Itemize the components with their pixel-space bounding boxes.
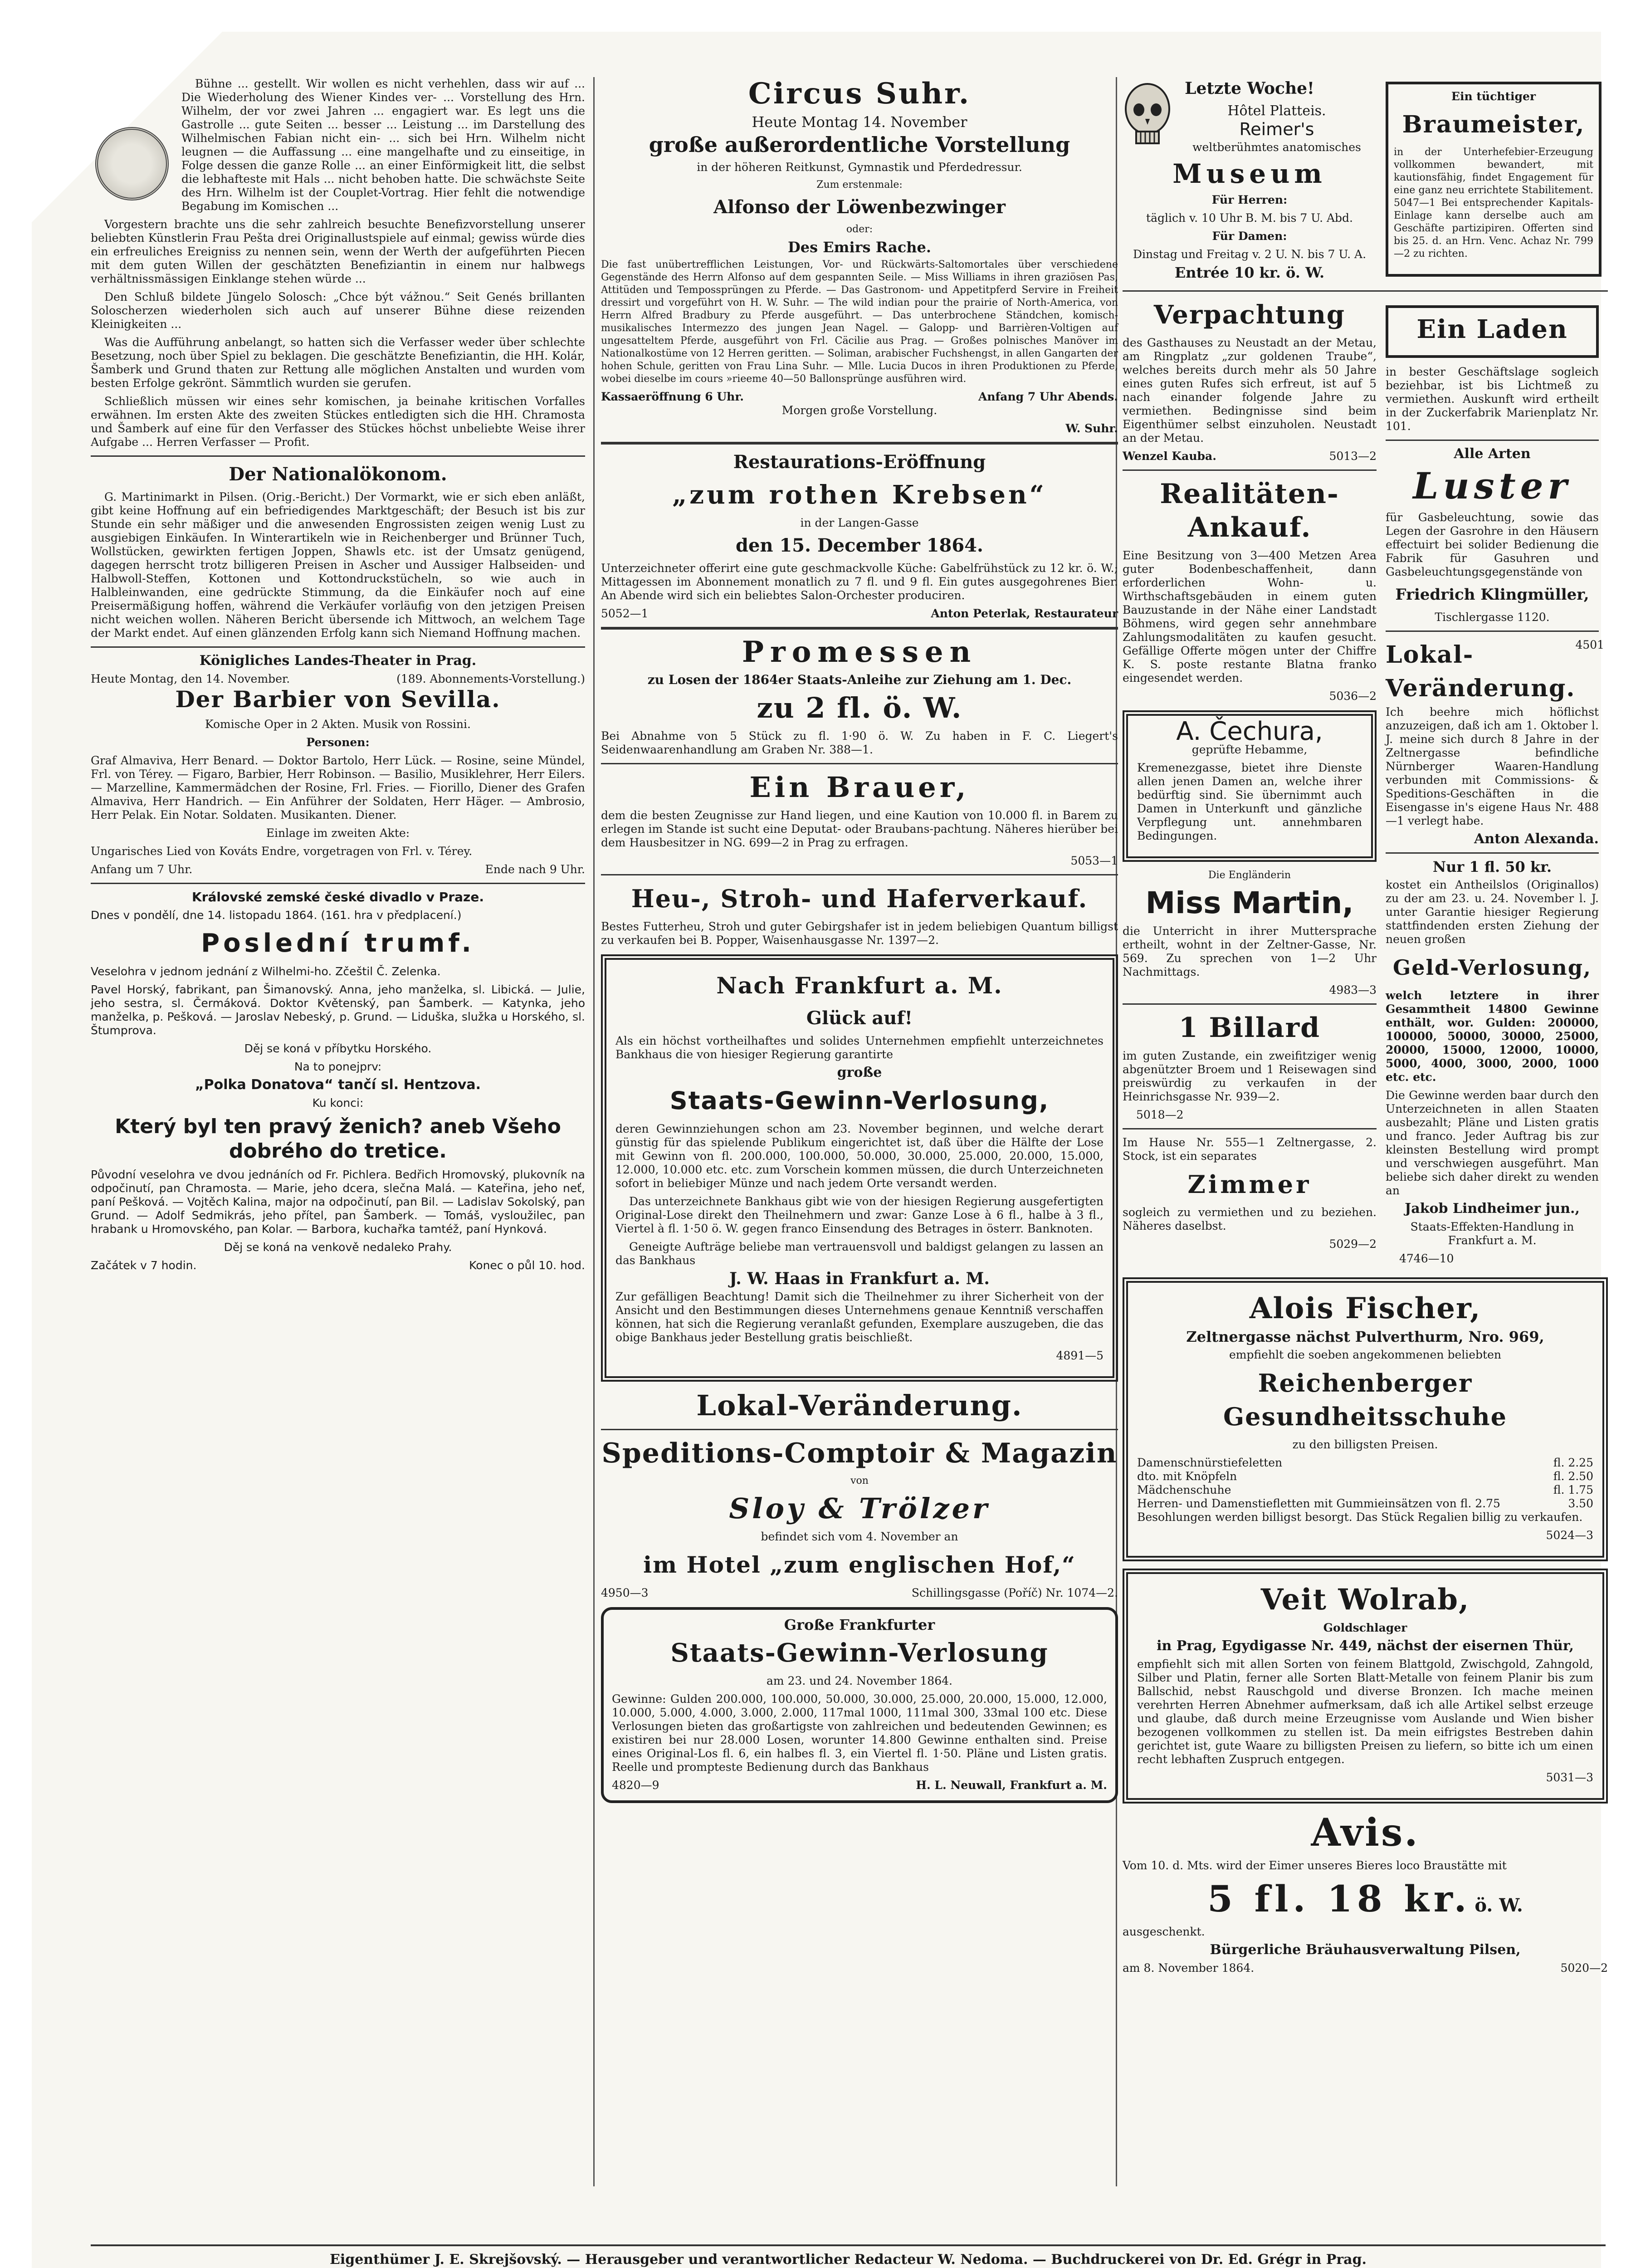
wolrab-heading: Veit Wolrab, [1260, 1583, 1470, 1617]
restaurant-sign-row [601, 607, 1118, 621]
promessen-text: Bei Abnahme von 5 Stück zu fl. 1·90 ö. W. Zu haben in F. C. Liegert's Seidenwaarenhandlung am Graben Nr. 388—1. [601, 729, 1118, 756]
czech-title-2: Který byl ten pravý ženich? aneb Všeho dobrého do tretice. [115, 1115, 561, 1163]
section-heading: Der Nationalökonom. [229, 464, 447, 485]
laden-heading: Ein Laden [1416, 314, 1568, 344]
fischer-addr: Zeltnergasse nächst Pulverthurm, Nro. 969, [1186, 1328, 1544, 1345]
column-middle [601, 77, 1118, 1810]
czech-scene: Děj se koná v příbytku Horského. [244, 1042, 432, 1055]
circus-date: Heute Montag 14. November [752, 113, 967, 131]
braumeister-ad [1386, 82, 1602, 277]
fischer-heading: Alois Fischer, [1249, 1291, 1481, 1325]
luster-sub: Alle Arten [1454, 446, 1531, 462]
czech-start: Začátek v 7 hodin. [91, 1259, 197, 1272]
avis-date: am 8. November 1864. [1123, 1961, 1255, 1975]
frankfurt-sign: J. W. Haas in Frankfurt a. M. [729, 1269, 990, 1288]
location-title: Speditions-Comptoir & Magazin [601, 1437, 1118, 1469]
review-paragraph: Was die Aufführung anbelangt, so hatten sich die Verfasser weder über schlechte Besetzung, noch über Spiel zu beklagen. Die geschätzte Benefiziantin, die HH. Kolár, Šamberk und Grund thaten zur Rettung alle möglichen Anstalten und wurden vom besten Erfolge gekrönt. Sämmtlich wurden sie gerufen. [91, 336, 585, 390]
frankfurt-text: deren Gewinnziehungen schon am 23. November beginnen, und welche derart günstig für das spielende Publikum eingerichtet ist, daß über die Hälfte der Lose mit Gewinn von fl. 200.000, 100.000, 50.000, 30.000, 25.000, 20.000, 15.000, 12.000, 10.000 etc. etc. zum Vorschein kommen müssen, die durch Unterzeichneten sofort in beliebiger Münze und nach jedem Orte versandt werden. [615, 1122, 1104, 1190]
pacht-text: des Gasthauses zu Neustadt an der Metau, am Ringplatz „zur goldenen Traube“, welches bereits durch mehr als 50 Jahre eines guten Rufes sich erfreut, ist auf 5 nach einander folgende Jahre zu vermiethen. Bedingnisse sind beim Eigenthümer selbst einzuholen. Neustadt an der Metau. [1123, 336, 1377, 445]
zimmer-heading: Zimmer [1187, 1170, 1312, 1199]
pacht-sign: Wenzel Kauba. [1123, 450, 1216, 463]
braumeister-text: in der Unterhefebier-Erzeugung vollkommen bewandert, mit kautionsfähig, findet Engagement für eine ganz neu errichtete Stabilitement. 5047—1 Bei entsprechender Kapitals-Einlage kann derselbe auch am Geschäfte partizipiren. Offerten sind bis 25. d. an Hrn. Venc. Achaz Nr. 799—2 zu richten. [1394, 147, 1593, 259]
frankfurt-intro: Als ein höchst vortheilhaftes und solides Unternehmen empfiehlt unterzeichnetes Bankhaus die von hiesiger Regierung garantirte [615, 1034, 1104, 1061]
circus-start: Anfang 7 Uhr Abends. [978, 390, 1118, 403]
grand-lottery-date: am 23. und 24. November 1864. [767, 1674, 952, 1687]
laden-text: in bester Geschäftslage sogleich beziehbar, ist bis Lichtmeß zu vermiethen. Auskunft wird ertheilt in der Zuckerfabrik Marienplatz Nr. 101. [1386, 365, 1599, 433]
luster-sign: Friedrich Klingmüller, [1395, 586, 1589, 604]
museum-reimer: Reimer's [1239, 119, 1314, 139]
fischer-item-name: Mädchenschuhe [1137, 1483, 1231, 1496]
miss-pre: Die Engländerin [1208, 870, 1291, 881]
circus-sign: W. Suhr. [1065, 422, 1118, 435]
restaurant-place: in der Langen-Gasse [800, 516, 919, 529]
midwife-ad [1123, 710, 1377, 862]
circus-tomorrow: Morgen große Vorstellung. [781, 404, 938, 417]
theater-end: Ende nach 9 Uhr. [485, 863, 585, 876]
frankfurt-glueck: Glück auf! [806, 1007, 913, 1029]
review-paragraph: Bühne ... gestellt. Wir wollen es nicht verhehlen, dass wir auf ... Die Wiederholung des Wiener Kindes ver- ... Vorstellung des Hrn. Wilhelm, der vor zwei Jahren ... engagiert war. Es legt uns die Gastrolle ... gute Seiten ... besser ... Leistung ... im Darstellung des Wilhelmischen Fabian nicht ein- ... sich bei Hrn. Wilhelm nicht leugnen — die Auffassung ... eine mangelhafte und zu einseitige, in Folge dessen die ganze Rolle ... an einer Einförmigkeit litt, die selbst die lebhafteste mit Hals ... nicht behoben hatte. Die schwächste Seite des Hrn. Wilhelm ist der Couplet-Vortrag. Hier fehlt die notwendige Begabung im Komischen ... [181, 77, 585, 213]
fischer-item [1137, 1497, 1593, 1510]
lottery-text: kostet ein Antheilslos (Originallos) zu der am 23. u. 24. November l. J. unter Garantie hiesiger Regierung stattfindenden ersten Ziehung der neuen großen [1386, 878, 1599, 946]
frankfurt-note: Zur gefälligen Beachtung! Damit sich die Theilnehmer zu ihrer Sicherheit von der Ansicht und den Bestimmungen dieses Unternehmens genaue Kenntniß verschaffen können, hat sich die Regierung veranlaßt gefunden, Exemplare auszugeben, die das obige Bankhaus jeder Bestellung gratis beischließt. [615, 1290, 1104, 1344]
location-addr-row [601, 1586, 1118, 1600]
fischer-item [1137, 1483, 1593, 1497]
billard-heading: 1 Billard [1178, 1012, 1321, 1044]
column-right [1123, 77, 1608, 1975]
lottery-text-2: welch letztere in ihrer Gesammtheit 14800 Gewinne enthält, wor. Gulden: 200000, 100000, 50000, 30000, 25000, 20000, 15000, 12000, 10000, 5000, 4000, 3000, 2000, 1000 etc. etc. [1386, 989, 1599, 1084]
brewer-text: dem die besten Zeugnisse zur Hand liegen, und eine Kaution von 10.000 fl. in Barem zu erlegen im Stande ist sucht eine Deputat- oder Braubans-pachtung. Näheres hierüber bei dem Hausbesitzer in NG. 699—2 in Prag zu erfragen. [601, 809, 1118, 849]
grand-lottery-sign-row [612, 1779, 1107, 1792]
fischer-ad [1123, 1277, 1608, 1561]
circus-first: Zum erstenmale: [816, 179, 903, 191]
circus-times [601, 390, 1118, 404]
zimmer-text: sogleich zu vermiethen und zu beziehen. Näheres daselbst. [1123, 1206, 1377, 1232]
miss-text: die Unterricht in ihrer Muttersprache ertheilt, wohnt in der Zeltner-Gasse, Nr. 569. Zu sprechen von 1—2 Uhr Nachmittags. [1123, 924, 1377, 978]
czech-times [91, 1259, 585, 1272]
fischer-item-price: 3.50 [1568, 1497, 1593, 1510]
real-estate-number: 5036—2 [1329, 689, 1377, 703]
lokal-text: Ich beehre mich höflichst anzuzeigen, daß ich am 1. Oktober l. J. meine sich durch 8 Jahre in der Zeltnergasse befindliche Nürnberger Waaren-Handlung verbunden mit Commissions- & Speditions-Geschäften in die Eisengasse in's eigene Haus Nr. 488—1 verlegt habe. [1386, 705, 1599, 827]
right-subcolumn [1386, 298, 1605, 1270]
pacht-sign-row [1123, 450, 1377, 463]
lottery-price: Nur 1 fl. 50 kr. [1432, 858, 1552, 875]
museum-men: Für Herren: [1211, 193, 1288, 206]
zimmer-number: 5029—2 [1329, 1237, 1377, 1251]
museum-ad [1123, 77, 1377, 284]
frankfurt-grosse: große [837, 1065, 882, 1080]
divider [1123, 1003, 1377, 1005]
fischer-item [1137, 1456, 1593, 1470]
czech-persons-2: Původní veselohra ve dvou jednáních od Fr. Pichlera. Bedřich Hromovský, plukovník na odpočinutí, pan Chramosta. — Marie, jeho dcera, slečna Malá. — Kateřina, jeho neť, paní Pešková. — Vojtěch Kalina, major na odpočinutí, pan Bil. — Ladislav Sokolský, pan Grund. — Adolf Sedmikrás, jeho přítel, pan Šamberk. — Tomáš, vysloužilec, pan hrabank u Hromovského, pan Kolar. — Barbora, kuchařka tamtéž, paní Hynková. [91, 1168, 585, 1236]
location-change-heading: Lokal-Veränderung. [696, 1389, 1023, 1422]
circus-text: Die fast unübertrefflichen Leistungen, Vor- und Rückwärts-Saltomortales über verschiedene Gegenstände des Herrn Alfonso auf dem gespannten Seile. — Miss Williams in ihren graziösen Pas, Attitüden und Tempossprüngen zu Pferde. — Das Gastronom- und Appetitpferd Servire in Freiheit dressirt und vorgeführt von H. W. Suhr. — The wild indian pour the prairie of North-America, von Herrn Alfred Bradbury zu Pferde ausgeführt. — Das unterbrochene Ständchen, komisch-musikalisches Intermezzo des jungen Jean Nagel. — Galopp- und Barrièren-Voltigen auf ungesatteltem Pferde, ausgeführt von Frl. Cäcilie aus Prag. — Großes polnisches Manöver im Nationalkostüme von 12 Herren geritten. — Soliman, arabischer Fuchshengst, in allen Gangarten der hohen Schule, geritten von Frau Lina Suhr. — Mlle. Lucia Ducos in ihren Produktionen zu Pferde, wobei dieselbe im cours »rieeme 40—50 Ballonsprünge ausführen wird. [601, 259, 1118, 385]
theater-subtitle: Komische Oper in 2 Akten. Musik von Rossini. [205, 718, 471, 731]
braumeister-heading: Ein tüchtiger [1451, 90, 1536, 103]
review-paragraph: Schließlich müssen wir eines sehr komischen, ja beinahe kritischen Vorfalles erwähnen. Im ersten Akte des zweiten Stückes entledigten sich die HH. Chramosta und Šamberk auf eine für den Verfasser des Stückes höchst unbeliebte Weise ihrer Aufgabe ... Herren Verfasser — Profit. [91, 395, 585, 449]
restaurant-number: 5052—1 [601, 607, 649, 620]
top-ads-row [1123, 77, 1608, 284]
grand-lottery-text: Gewinne: Gulden 200.000, 100.000, 50.000, 30.000, 25.000, 20.000, 15.000, 12.000, 10.000, 5.000, 4.000, 3.000, 2.000, 117mal 1000, 111mal 300, 33mal 100 etc. Diese Verlosungen bieten das großartigste von zahlreichen und bedeutenden Gewinnen; es existiren bei nur 28.000 Losen, worunter 14.800 Gewinne enthalten sind. Preise eines Original-Los fl. 6, ein halbes fl. 3, ein Viertel fl. 1·50. Pläne und Listen gratis. Reelle und prompteste Bedienung durch das Bankhaus [612, 1692, 1107, 1774]
luster-addr: Tischlergasse 1120. [1435, 611, 1550, 624]
theater-abonnement: (189. Abonnements-Vorstellung.) [396, 672, 585, 685]
czech-theater-date: Dnes v pondělí, dne 14. listopadu 1864. (161. hra v předplacení.) [91, 909, 462, 922]
museum-famous: weltberühmtes anatomisches [1192, 141, 1361, 154]
czech-end-time: Konec o půl 10. hod. [469, 1259, 585, 1272]
location-place: im Hotel „zum englischen Hof,“ [643, 1551, 1076, 1578]
fischer-item-price: fl. 1.75 [1553, 1483, 1593, 1496]
location-von: von [850, 1475, 869, 1486]
divider [1123, 1128, 1377, 1129]
pacht-number: 5013—2 [1329, 450, 1377, 463]
fischer-text: Besohlungen werden billigst besorgt. Das Stück Regalien billig zu verkaufen. [1137, 1510, 1583, 1524]
divider [91, 455, 585, 457]
wolrab-sub: Goldschlager [1323, 1621, 1407, 1634]
wolrab-text: empfiehlt sich mit allen Sorten von feinem Blattgold, Zwischgold, Zahngold, Silber und Platin, ferner alle Sorten Blatt-Metalle von feinem Planir bis zum Ballschid, nebst Rauschgold und diverse Bronzen. Ich mache meinen verehrten Herren Abnehmer aufmerksam, daß ich alle Artikel selbst erzeuge und glaube, daß durch meine Erzeugnisse vom Auslande und Wien bisher bezogenen vollkommen zu stellen ist. Da mein eifrigstes Bestreben dahin gerichtet ist, gute Waare zu billigsten Preisen zu liefern, so bitte ich um einen recht lebhaften Zuspruch entgegen. [1137, 1657, 1593, 1766]
theater-date: Heute Montag, den 14. November. [91, 672, 290, 685]
grand-lottery-title: Staats-Gewinn-Verlosung [670, 1638, 1049, 1668]
real-estate-heading: Realitäten-Ankauf. [1160, 478, 1339, 543]
lokal-sign: Anton Alexanda. [1474, 831, 1599, 847]
grand-lottery-ad [601, 1607, 1118, 1803]
restaurant-date: den 15. December 1864. [736, 535, 983, 556]
avis-currency: ö. W. [1475, 1895, 1523, 1916]
hay-text: Bestes Futterheu, Stroh und guter Gebirgshafer ist in jedem beliebigen Quantum billigst zu verkaufen bei B. Popper, Waisenhausgasse Nr. 1397—2. [601, 920, 1118, 947]
wolrab-addr: in Prag, Egydigasse Nr. 449, nächst der eisernen Thür, [1157, 1638, 1574, 1654]
frankfurt-title: Staats-Gewinn-Verlosung, [669, 1086, 1050, 1115]
grand-lottery-sign: H. L. Neuwall, Frankfurt a. M. [916, 1779, 1107, 1792]
grand-lottery-heading: Große Frankfurter [784, 1616, 935, 1633]
circus-or: oder: [846, 224, 873, 235]
czech-end-heading: Ku konci: [312, 1096, 364, 1110]
lottery-sign-2: Staats-Effekten-Handlung in Frankfurt a. M. [1410, 1220, 1574, 1247]
promessen-subtitle: zu Losen der 1864er Staats-Anleihe zur Ziehung am 1. Dec. [647, 672, 1072, 687]
circus-subtitle: in der höheren Reitkunst, Gymnastik und Pferdedressur. [697, 161, 1022, 174]
pacht-heading: Verpachtung [1153, 300, 1346, 330]
avis-sign: Bürgerliche Bräuhausverwaltung Pilsen, [1210, 1942, 1521, 1958]
hay-heading: Heu-, Stroh- und Haferverkauf. [631, 884, 1088, 913]
museum-women: Für Damen: [1212, 230, 1287, 243]
midwife-sub: geprüfte Hebamme, [1191, 743, 1308, 756]
avis-text: Vom 10. d. Mts. wird der Eimer unseres Bieres loco Braustätte mit [1123, 1859, 1507, 1872]
czech-then: Na to ponejprv: [294, 1060, 382, 1073]
theater-insert: Ungarisches Lied von Kováts Endre, vorgetragen von Frl. v. Térey. [91, 845, 473, 858]
column-left [91, 77, 585, 1272]
avis-heading: Avis. [1311, 1810, 1420, 1855]
billard-text: im guten Zustande, ein zweifitziger wenig abgenützter Broem und 1 Reisewagen sind preiswürdig zu verkaufen in der Heinrichsgasse Nr. 939—2. [1123, 1049, 1377, 1103]
divider [601, 627, 1118, 630]
restaurant-text: Unterzeichneter offerirt eine gute geschmackvolle Küche: Gabelfrühstück zu 12 kr. ö. W.; Mittagessen im Abonnement monatlich zu 7 fl. und 9 fl. Ein gutes ausgegohrenes Bier. An Abende wird sich ein beliebtes Salon-Orchester produciren. [601, 562, 1118, 602]
zimmer-pre: Im Hause Nr. 555—1 Zeltnergasse, 2. Stock, ist ein separates [1123, 1136, 1377, 1163]
museum-women-time: Dinstag und Freitag v. 2 U. N. bis 7 U. A. [1133, 248, 1367, 261]
luster-heading: Luster [1413, 464, 1572, 507]
restaurant-name: „zum rothen Krebsen“ [672, 480, 1047, 510]
museum-title: Museum [1172, 158, 1327, 189]
fischer-price-note: zu den billigsten Preisen. [1292, 1438, 1438, 1451]
circus-act: Alfonso der Löwenbezwinger [713, 196, 1006, 218]
review-section [91, 77, 585, 213]
lokal-number: 4501 [1575, 638, 1605, 651]
fischer-sub: empfiehlt die soeben angekommenen beliebten [1229, 1348, 1501, 1361]
czech-scene-2: Děj se koná na venkově nedaleko Prahy. [224, 1241, 452, 1254]
frankfurt-text-2: Das unterzeichnete Bankhaus gibt wie von der hiesigen Regierung ausgefertigten Original-Lose direkt den Theilnehmern und zwar: Ganze Lose à 6 fl., halbe à 3 fl., Viertel à fl. 1·50 ö. W. gegen franco Einsendung des Betrages in österr. Banknoten. [615, 1195, 1104, 1235]
location-firm: Sloy & Trölzer [729, 1492, 990, 1525]
newspaper-page [32, 32, 1608, 2268]
avis-price-row [1123, 1877, 1608, 1921]
museum-hotel: Hôtel Platteis. [1227, 103, 1326, 119]
theater-start: Anfang um 7 Uhr. [91, 863, 193, 876]
frankfurt-heading: Nach Frankfurt a. M. [716, 972, 1003, 999]
miss-name: Miss Martin, [1145, 885, 1354, 920]
left-subcolumn [1123, 298, 1377, 1270]
luster-text: für Gasbeleuchtung, sowie das Legen der Gasrohre in den Häusern effectuirt bei solider Bedienung die Fabrik für Gasuhren und Gasbeleuchtungsgegenstände von [1386, 511, 1599, 578]
divider [91, 646, 585, 648]
wolrab-ad [1123, 1569, 1608, 1804]
lottery-number: 4746—10 [1399, 1252, 1454, 1265]
czech-persons: Pavel Horský, fabrikant, pan Šimanovský. Anna, jeho manželka, sl. Libická. — Julie, jeho sestra, sl. Čermáková. Doktor Květenský, pan Šamberk. — Katynka, jeho manželka, p. Pešková. — Jaroslav Nebeský, p. Grund. — Liduška, služka u Horského, sl. Štumprova. [91, 983, 585, 1037]
museum-men-time: täglich v. 10 Uhr B. M. bis 7 U. Abd. [1146, 211, 1353, 225]
fischer-title: Reichenberger Gesundheitsschuhe [1223, 1369, 1508, 1431]
theater-insert-heading: Einlage im zweiten Akte: [266, 826, 410, 840]
lottery-text-3: Die Gewinne werden baar durch den Unterzeichneten in allen Staaten ausbezahlt; Pläne und Listen gratis und franco. Jeder Auftrag bis zur kleinsten Bestellung wird prompt und verschwiegen ausgeführt. Man beliebe sich daher direkt zu wenden an [1386, 1089, 1599, 1197]
promessen-price: zu 2 fl. ö. W. [757, 691, 962, 724]
theater-heading: Königliches Landes-Theater in Prag. [199, 653, 477, 669]
wolrab-number: 5031—3 [1546, 1771, 1593, 1784]
midwife-text: Kremenezgasse, bietet ihre Dienste allen jenen Damen an, welche ihrer bedürftig sind. Sie übernimmt auch Damen in Unterkunft und gänzliche Verpflegung unt. annehmbaren Bedingungen. [1137, 761, 1362, 842]
divider [601, 874, 1118, 875]
divider [1386, 631, 1599, 632]
econ-paragraph: G. Martinimarkt in Pilsen. (Orig.-Bericht.) Der Vormarkt, wie er sich eben anläßt, gibt keine Hoffnung auf ein befriedigendes Marktgeschäft; der Besuch ist bis zur Stunde ein sehr mäßiger und die anwesenden Engrossisten zeigen wenig Lust zu ausgiebigen Einkäufen. In Winterartikeln wie in Reichenberger und Brünner Tuch, Wollstücken, gewirkten fertigen Joppen, Shawls etc. ist der Umsatz genügend, dagegen herrscht trotz billigeren Preisen in Ascher und Aussiger Halbseiden- und Halbwoll-Steffen, Kottonen und Kottondruckstücheln, so wie auch in Halbleinwanden, eine gedrückte Stimmung, da die Einkäufer noch auf eine Preisermäßigung hoffen, während die Verkäufer vorläufig von den jetzigen Preisen nicht weichen wollen. Näheren Bericht übersende ich Mittwoch, an welchem Tage der Markt endet. Auf einen glänzenden Erfolg kann sich Niemand Hoffnung machen. [91, 490, 585, 640]
location-number: 4950—3 [601, 1586, 649, 1599]
column-rule [593, 77, 595, 2186]
divider [601, 763, 1118, 764]
fischer-item-name: Herren- und Damenstiefletten mit Gummieinsätzen von fl. 2.75 [1137, 1497, 1500, 1510]
divider [1386, 852, 1599, 854]
fischer-item [1137, 1470, 1593, 1483]
grand-lottery-number: 4820—9 [612, 1779, 659, 1792]
imprint-footer: Eigenthümer J. E. Skrejšovský. — Herausgeber und verantwortlicher Redacteur W. Nedoma. — Buchdruckerei von Dr. Ed. Grégr in Prag. [91, 2244, 1606, 2268]
middle-ads-row [1123, 298, 1608, 1270]
theater-times [91, 863, 585, 876]
braumeister-title: Braumeister, [1402, 111, 1585, 138]
divider [601, 442, 1118, 445]
divider [1386, 440, 1599, 441]
review-paragraph: Den Schluß bildete Jüngelo Solosch: „Chce být vážnou.“ Seit Genés brillanten Soloscherzen wiederholen sich auch auf unserer Bühne diese reizenden Kleinigkeiten ... [91, 290, 585, 331]
frankfurt-number: 4891—5 [1056, 1349, 1104, 1362]
midwife-name: A. Čechura, [1176, 717, 1323, 746]
miss-number: 4983—3 [1329, 983, 1377, 997]
czech-theater-heading: Královské zemské české divadlo v Praze. [192, 890, 484, 904]
brewer-number: 5053—1 [1070, 854, 1118, 867]
theater-persons: Graf Almaviva, Herr Benard. — Doktor Bartolo, Herr Lück. — Rosine, seine Mündel, Frl. von Térey. — Figaro, Barbier, Herr Robinson. — Basilio, Musiklehrer, Herr Eilers. — Marzelline, Kammermädchen der Rosine, Frl. Fries. — Fiorillo, Diener des Grafen Almaviva, Herr Handrich. — Ein Anführer der Soldaten, Herr Häger. — Ambrosio, Herr Pelak. Ein Notar. Soldaten. Musikanten. Diener. [91, 754, 585, 821]
frankfurt-text-3: Geneigte Aufträge beliebe man vertrauensvoll und baldigst gelangen zu lassen an das Bankhaus [615, 1240, 1104, 1267]
theater-date-row [91, 672, 585, 686]
lottery-title: Geld-Verlosung, [1392, 955, 1592, 980]
fischer-item-price: fl. 2.50 [1553, 1470, 1593, 1483]
location-text: befindet sich vom 4. November an [761, 1530, 958, 1543]
circus-title: Circus Suhr. [748, 77, 971, 111]
restaurant-heading: Restaurations-Eröffnung [733, 451, 986, 473]
circus-cash: Kassaeröffnung 6 Uhr. [601, 390, 744, 403]
divider [1123, 290, 1608, 292]
restaurant-sign: Anton Peterlak, Restaurateur [931, 607, 1118, 620]
avis-number: 5020—2 [1560, 1961, 1608, 1975]
museum-week: Letzte Woche! [1185, 79, 1314, 98]
lottery-sign: Jakob Lindheimer jun., [1405, 1201, 1580, 1217]
fischer-item-name: Damenschnürstiefeletten [1137, 1456, 1283, 1469]
brewer-heading: Ein Brauer, [749, 771, 970, 804]
lokal-heading: Lokal-Veränderung. [1386, 641, 1576, 702]
review-paragraph: Vorgestern brachte uns die sehr zahlreich besuchte Benefizvorstellung unserer beliebten Künstlerin Frau Pešta drei Originallustspiele auf einmal; gewiss würde dies ein erfreuliches Ereigniss zu nennen sein, wenn der Werth der aufgeführten Piecen mit dem guten Willen der geschätzten Benefiziantin in einem nur halbwegs verhältnissmässigen Einklange stehen würde ... [91, 218, 585, 285]
avis-date-row [1123, 1961, 1608, 1975]
avis-text-2: ausgeschenkt. [1123, 1925, 1205, 1938]
location-addr: Schillingsgasse (Poříč) Nr. 1074—2. [911, 1586, 1118, 1599]
circus-main: große außerordentliche Vorstellung [649, 132, 1070, 157]
fischer-number: 5024—3 [1546, 1529, 1593, 1542]
fischer-item-price: fl. 2.25 [1553, 1456, 1593, 1469]
frankfurt-lottery-ad [601, 954, 1118, 1382]
laden-ad [1386, 305, 1599, 358]
czech-subtitle: Veselohra v jednom jednání z Wilhelmi-ho. Zčeštil Č. Zelenka. [91, 965, 441, 978]
theater-title: Der Barbier von Sevilla. [175, 686, 501, 713]
real-estate-text: Eine Besitzung von 3—400 Metzen Area guter Bodenbeschaffenheit, dann erforderlichen Wohn- u. Wirthschaftsgebäuden in einem guten Bauzustande in der Nähe einer Landstadt Böhmens, wird gegen sehr annehmbare Zahlungsmodalitäten zu kaufen gesucht. Gefällige Offerte mögen unter der Chiffre K. S. poste restante Blatna franko eingesendet werden. [1123, 549, 1377, 684]
divider [1123, 469, 1377, 471]
billard-number: 5018—2 [1136, 1108, 1184, 1121]
circus-act-2: Des Emirs Rache. [788, 239, 931, 256]
divider [601, 1429, 1118, 1430]
czech-polka: „Polka Donatova“ tančí sl. Hentzova. [195, 1077, 481, 1093]
divider [91, 883, 585, 884]
skull-icon [1123, 82, 1172, 150]
fischer-item-name: dto. mit Knöpfeln [1137, 1470, 1237, 1483]
theater-persons-heading: Personen: [306, 736, 370, 749]
museum-entry: Entrée 10 kr. ö. W. [1174, 264, 1325, 281]
lokal-heading-row [1386, 638, 1605, 705]
promessen-heading: Promessen [742, 635, 977, 669]
avis-price: 5 fl. 18 kr. [1207, 1877, 1471, 1920]
czech-title: Poslední trumf. [201, 929, 475, 958]
